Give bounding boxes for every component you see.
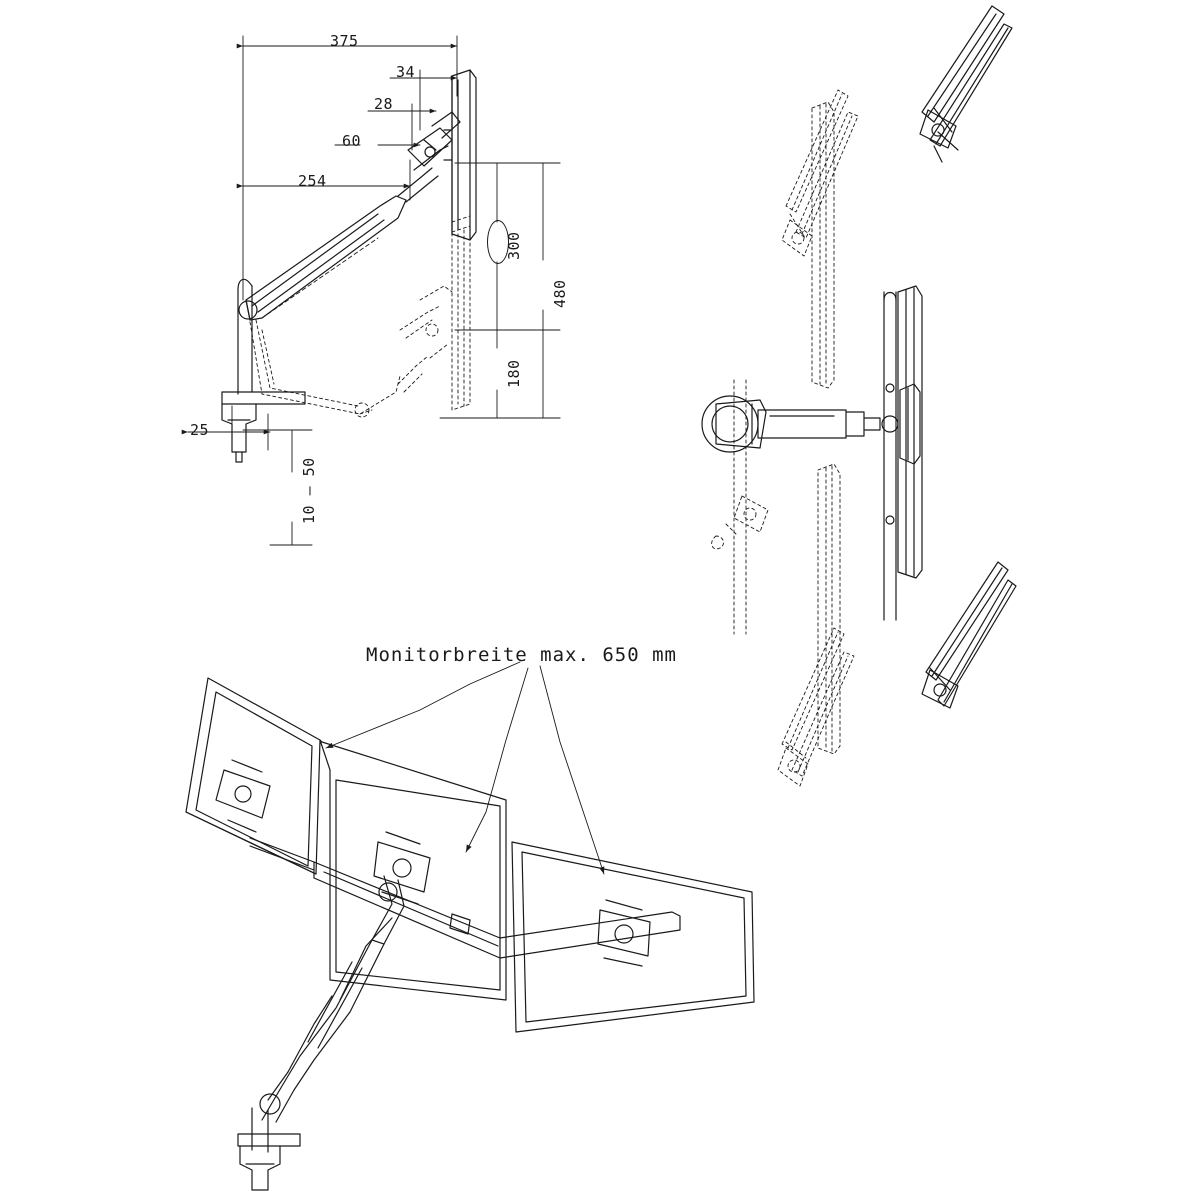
dimension-60: 60 [342,132,362,150]
dimension-10-50: 10 – 50 [300,457,318,524]
dimension-254: 254 [298,172,327,190]
dimension-375: 375 [330,32,359,50]
dimension-25: 25 [190,421,210,439]
perspective-view-group [186,662,754,1190]
dimension-180: 180 [505,359,523,388]
dimension-34: 34 [396,63,416,81]
dimension-28: 28 [374,95,394,113]
dimension-300: 300 [505,231,523,260]
dimension-480: 480 [551,279,569,308]
front-view-group [702,6,1016,786]
monitor-width-note: Monitorbreite max. 650 mm [366,644,677,666]
